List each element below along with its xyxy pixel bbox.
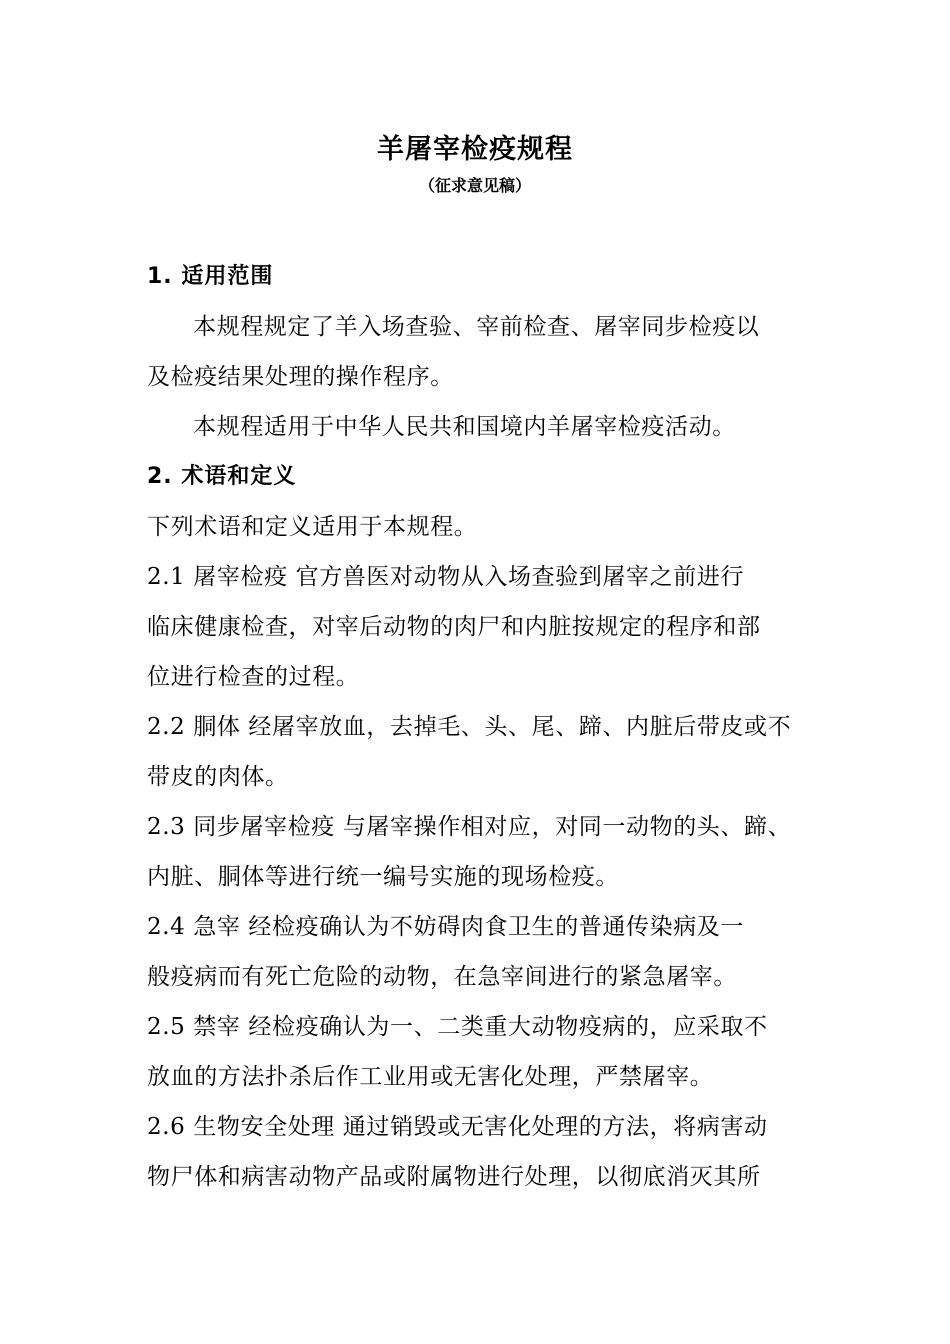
document-title: 羊屠宰检疫规程	[377, 134, 573, 165]
paragraph-first-line: 本规程适用于中华人民共和国境内羊屠宰检疫活动。	[193, 414, 736, 440]
document-subtitle: （征求意见稿）	[418, 176, 531, 195]
body-line: 位进行检查的过程。	[147, 664, 360, 690]
body-line: 2.3 同步屠宰检疫 与屠宰操作相对应，对同一动物的头、蹄、	[147, 814, 792, 840]
body-line: 般疫病而有死亡危险的动物，在急宰间进行的紧急屠宰。	[147, 964, 737, 990]
body-line: 2.4 急宰 经检疫确认为不妨碍肉食卫生的普通传染病及一	[147, 914, 744, 940]
body-line: 2.1 屠宰检疫 官方兽医对动物从入场查验到屠宰之前进行	[147, 564, 744, 590]
body-line: 及检疫结果处理的操作程序。	[147, 364, 454, 390]
body-line: 下列术语和定义适用于本规程。	[147, 514, 478, 540]
section-heading: 1. 适用范围	[147, 264, 274, 289]
section-heading: 2. 术语和定义	[147, 464, 297, 489]
body-line: 物尸体和病害动物产品或附属物进行处理，以彻底消灭其所	[147, 1164, 761, 1190]
body-line: 2.2 胴体 经屠宰放血，去掉毛、头、尾、蹄、内脏后带皮或不	[147, 714, 792, 740]
body-line: 内脏、胴体等进行统一编号实施的现场检疫。	[147, 864, 619, 890]
body-line: 放血的方法扑杀后作工业用或无害化处理，严禁屠宰。	[147, 1064, 714, 1090]
document-body	[147, 252, 807, 1202]
body-line: 临床健康检查，对宰后动物的肉尸和内脏按规定的程序和部	[147, 614, 761, 640]
body-line: 2.6 生物安全处理 通过销毁或无害化处理的方法，将病害动	[147, 1114, 768, 1140]
body-line: 带皮的肉体。	[147, 764, 289, 790]
body-line: 2.5 禁宰 经检疫确认为一、二类重大动物疫病的，应采取不	[147, 1014, 768, 1040]
paragraph-first-line: 本规程规定了羊入场查验、宰前检查、屠宰同步检疫以	[193, 314, 760, 340]
